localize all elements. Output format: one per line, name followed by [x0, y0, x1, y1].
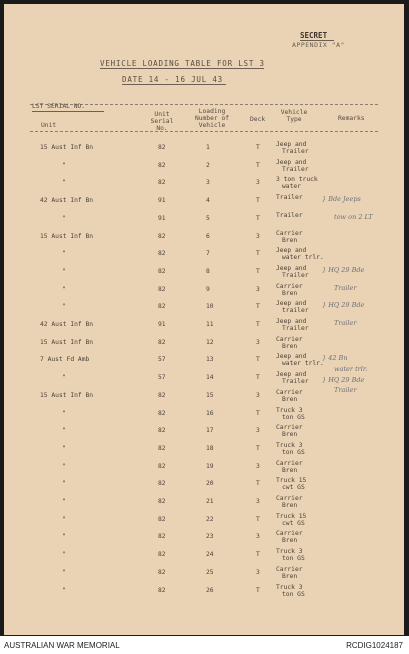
vehicle-type-line: Carrier [276, 459, 303, 467]
deck-cell: T [256, 374, 260, 382]
serial-cell: 82 [158, 551, 166, 559]
remark-annotation: Trailer [334, 386, 357, 395]
unit-cell: " [62, 427, 66, 435]
vehicle-type-line: Trailer [282, 325, 309, 332]
deck-cell: T [256, 409, 260, 417]
serial-cell: 82 [158, 285, 166, 293]
remark-annotation: tow on 2 LT [334, 212, 373, 221]
deck-cell: 3 [256, 179, 260, 187]
vehicle-type-line: Carrier [276, 229, 303, 237]
deck-cell: T [256, 303, 260, 311]
deck-cell: 3 [256, 338, 260, 346]
deck-cell: 3 [256, 232, 260, 240]
serial-cell: 82 [158, 568, 166, 576]
remark-annotation: Trailer [334, 283, 357, 292]
loading-number-cell: 25 [206, 568, 214, 576]
loading-number-cell: 12 [206, 338, 214, 346]
vehicle-type-line: Truck 3 [276, 406, 303, 414]
vehicle-type-line: water trlr. [282, 254, 324, 262]
unit-cell: " [62, 533, 66, 541]
serial-cell: 82 [158, 232, 166, 240]
vehicle-type-line: water [282, 183, 301, 191]
unit-cell: " [62, 551, 66, 559]
deck-cell: T [256, 356, 260, 364]
unit-cell: 7 Aust Fd Amb [40, 356, 90, 364]
unit-cell: " [62, 515, 66, 523]
unit-cell: 15 Aust Inf Bn [40, 232, 94, 240]
loading-number-cell: 23 [206, 533, 214, 541]
loading-number-cell: 15 [206, 391, 214, 399]
loading-number-cell: 8 [206, 267, 210, 275]
document-title: VEHICLE LOADING TABLE FOR LST 3 [100, 59, 265, 68]
header-rule-bottom [30, 131, 378, 132]
deck-cell: 3 [256, 427, 260, 435]
deck-cell: T [256, 515, 260, 523]
col-type-header: Vehicle Type [280, 109, 308, 123]
deck-cell: T [256, 444, 260, 452]
serial-cell: 82 [158, 533, 166, 541]
serial-cell: 82 [158, 515, 166, 523]
loading-number-cell: 22 [206, 515, 214, 523]
vehicle-type-line: Bren [282, 572, 298, 580]
col-unit-header: Unit [41, 122, 57, 129]
serial-cell: 57 [158, 374, 166, 382]
deck-cell: 3 [256, 533, 260, 541]
vehicle-type-line: Truck 3 [276, 441, 303, 449]
vehicle-type-line: Carrier [276, 424, 303, 432]
vehicle-type-line: Jeep and [276, 318, 307, 325]
vehicle-type-line: Trailer [276, 194, 303, 202]
vehicle-type-line: Jeep and [276, 300, 307, 308]
loading-number-cell: 2 [206, 161, 210, 169]
unit-cell: " [62, 498, 66, 505]
vehicle-type-line: Jeep and [276, 158, 307, 166]
deck-cell: T [256, 551, 260, 559]
vehicle-type-line: Bren [282, 236, 298, 244]
serial-cell: 82 [158, 250, 166, 258]
serial-cell: 82 [158, 498, 166, 505]
footer-reference: RCDIG1024187 [346, 641, 403, 650]
serial-cell: 82 [158, 338, 166, 346]
archive-footer [0, 636, 409, 654]
deck-cell: T [256, 144, 260, 151]
loading-number-cell: 4 [206, 197, 210, 205]
loading-number-cell: 16 [206, 409, 214, 417]
vehicle-type-line: Truck 15 [276, 477, 307, 485]
vehicle-type-line: Bren [282, 342, 298, 350]
vehicle-type-line: ton GS [282, 555, 305, 563]
serial-cell: 82 [158, 303, 166, 311]
deck-cell: 3 [256, 391, 260, 399]
loading-number-cell: 21 [206, 498, 214, 505]
vehicle-type-line: cwt GS [282, 519, 305, 527]
vehicle-type-line: Carrier [276, 388, 303, 396]
vehicle-type-line: Jeep and [276, 264, 307, 272]
deck-cell: T [256, 480, 260, 488]
serial-cell: 82 [158, 586, 166, 594]
deck-cell: T [256, 214, 260, 222]
unit-cell: " [62, 303, 66, 311]
deck-cell: T [256, 250, 260, 258]
serial-cell: 91 [158, 197, 166, 205]
remark-annotation: } HQ 29 Bde [322, 375, 365, 384]
col-deck-header: Deck [250, 116, 266, 123]
vehicle-type-line: Trailer [282, 165, 309, 173]
vehicle-type-line: Truck 3 [276, 583, 303, 591]
loading-number-cell: 17 [206, 427, 214, 435]
vehicle-type-line: Trailer [282, 148, 309, 155]
vehicle-type-line: Jeep and [276, 141, 307, 148]
vehicle-type-line: Bren [282, 395, 298, 403]
deck-cell: 3 [256, 498, 260, 505]
deck-cell: T [256, 267, 260, 275]
vehicle-type-line: water trlr. [282, 360, 324, 368]
vehicle-type-line: Trailer [282, 271, 309, 279]
unit-cell: 15 Aust Inf Bn [40, 144, 94, 151]
remark-annotation: Trailer [334, 319, 357, 327]
loading-number-cell: 1 [206, 144, 210, 151]
vehicle-type-line: Bren [282, 466, 298, 474]
title-underline [100, 68, 264, 69]
serial-cell: 82 [158, 179, 166, 187]
vehicle-type-line: Carrier [276, 530, 303, 538]
loading-number-cell: 20 [206, 480, 214, 488]
remark-annotation: } HQ 29 Bde [322, 301, 365, 310]
dates-underline [122, 84, 226, 85]
remark-annotation: water trlr. [334, 365, 368, 374]
loading-number-cell: 19 [206, 462, 214, 470]
vehicle-type-line: Truck 15 [276, 512, 307, 520]
serial-cell: 82 [158, 144, 166, 151]
vehicle-type-line: cwt GS [282, 484, 305, 492]
vehicle-type-line: Carrier [276, 495, 303, 502]
serial-cell: 82 [158, 462, 166, 470]
unit-cell: 15 Aust Inf Bn [40, 338, 94, 346]
unit-cell: " [62, 250, 66, 258]
serial-cell: 82 [158, 480, 166, 488]
lst-serial-underline [32, 111, 104, 112]
vehicle-type-line: trailer [282, 307, 309, 315]
vehicle-type-line: Jeep and [276, 247, 307, 255]
col-loading-header: Loading Number of Vehicle [194, 108, 230, 129]
unit-cell: 42 Aust Inf Bn [40, 321, 94, 328]
vehicle-type-line: Truck 3 [276, 548, 303, 556]
serial-cell: 82 [158, 267, 166, 275]
secret-stamp: SECRET [300, 31, 328, 40]
loading-number-cell: 11 [206, 321, 214, 328]
col-remarks-header: Remarks [338, 115, 365, 122]
vehicle-type-line: Carrier [276, 565, 303, 573]
serial-cell: 91 [158, 321, 166, 328]
serial-cell: 82 [158, 427, 166, 435]
vehicle-type-line: ton GS [282, 413, 305, 421]
serial-cell: 82 [158, 409, 166, 417]
loading-number-cell: 3 [206, 179, 210, 187]
vehicle-type-line: Bren [282, 537, 298, 545]
unit-cell: " [62, 444, 66, 452]
serial-cell: 57 [158, 356, 166, 364]
unit-cell: " [62, 462, 66, 470]
remark-annotation: } HQ 29 Bde [322, 265, 365, 274]
col-unit-serial-header: Unit Serial No. [150, 111, 174, 132]
loading-number-cell: 14 [206, 374, 214, 382]
vehicle-type-line: Jeep and [276, 353, 307, 361]
loading-number-cell: 24 [206, 551, 214, 559]
unit-cell: " [62, 568, 66, 576]
unit-cell: " [62, 285, 66, 293]
loading-number-cell: 13 [206, 356, 214, 364]
vehicle-type-line: Jeep and [276, 371, 307, 379]
vehicle-type-line: Bren [282, 431, 298, 439]
vehicle-type-line: ton GS [282, 448, 305, 456]
serial-cell: 82 [158, 444, 166, 452]
unit-cell: " [62, 409, 66, 417]
vehicle-type-line: Bren [282, 289, 298, 297]
unit-cell: " [62, 161, 66, 169]
vehicle-type-line: Trailer [282, 378, 309, 386]
document-dates: DATE 14 - 16 JUL 43 [122, 75, 223, 84]
footer-institution: AUSTRALIAN WAR MEMORIAL [4, 641, 120, 650]
deck-cell: T [256, 586, 260, 594]
serial-cell: 82 [158, 391, 166, 399]
remark-annotation: } Bde Jeeps [322, 195, 361, 204]
deck-cell: T [256, 321, 260, 328]
vehicle-type-line: Carrier [276, 282, 303, 290]
lst-serial-label: LST SERIAL NO. [32, 103, 86, 110]
loading-number-cell: 26 [206, 586, 214, 594]
unit-cell: 42 Aust Inf Bn [40, 197, 94, 205]
vehicle-type-line: ton GS [282, 590, 305, 598]
vehicle-type-line: 3 ton truck [276, 176, 318, 184]
unit-cell: " [62, 267, 66, 275]
remark-annotation: } 42 Bn [322, 354, 348, 363]
unit-cell: " [62, 179, 66, 187]
deck-cell: 3 [256, 568, 260, 576]
loading-number-cell: 7 [206, 250, 210, 258]
vehicle-type-line: Trailer [276, 211, 303, 219]
loading-number-cell: 5 [206, 214, 210, 222]
deck-cell: T [256, 161, 260, 169]
serial-cell: 82 [158, 161, 166, 169]
vehicle-type-line: Carrier [276, 335, 303, 343]
appendix-label: APPENDIX "A" [292, 41, 345, 49]
unit-cell: " [62, 480, 66, 488]
loading-number-cell: 9 [206, 285, 210, 293]
deck-cell: T [256, 197, 260, 205]
vehicle-type-line: Bren [282, 502, 298, 509]
document-page [4, 4, 404, 635]
loading-number-cell: 18 [206, 444, 214, 452]
unit-cell: " [62, 586, 66, 594]
loading-number-cell: 10 [206, 303, 214, 311]
serial-cell: 91 [158, 214, 166, 222]
unit-cell: " [62, 374, 66, 382]
deck-cell: 3 [256, 285, 260, 293]
loading-number-cell: 6 [206, 232, 210, 240]
deck-cell: 3 [256, 462, 260, 470]
unit-cell: " [62, 214, 66, 222]
unit-cell: 15 Aust Inf Bn [40, 391, 94, 399]
